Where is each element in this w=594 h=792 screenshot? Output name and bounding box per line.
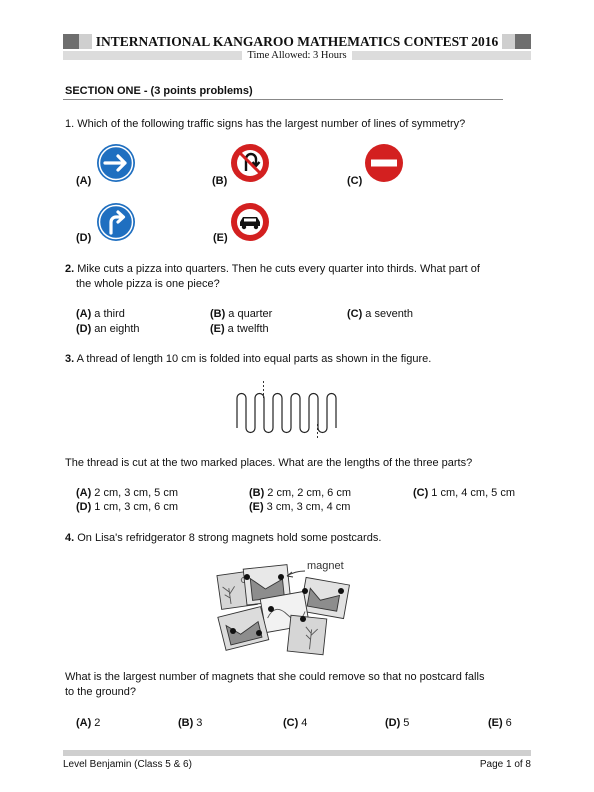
sign-a-arrow-right-icon: [96, 143, 136, 183]
question-4-number: 4.: [65, 532, 75, 544]
question-3-text: [65, 352, 431, 367]
time-allowed: Time Allowed: 3 Hours: [63, 49, 531, 62]
question-1-text: 1. Which of the following traffic signs has the largest number of lines of symmetry?: [65, 118, 466, 130]
q3-option-c: (C) 1 cm, 4 cm, 5 cm: [413, 487, 516, 499]
question-4-line-3: to the ground?: [65, 686, 136, 698]
q3-option-d: (D) 1 cm, 3 cm, 6 cm: [76, 501, 179, 513]
q1-label-e: (E): [213, 232, 228, 244]
header-right-block: [515, 34, 531, 49]
q3-option-a: (A) 2 cm, 3 cm, 5 cm: [76, 487, 179, 499]
footer-band: [63, 750, 531, 756]
question-4-line-1: On Lisa's refridgerator 8 strong magnets hold some postcards.: [77, 532, 382, 544]
contest-title: INTERNATIONAL KANGAROO MATHEMATICS CONTEST 2016: [79, 34, 515, 49]
footer-page-number: Page 1 of 8: [479, 759, 531, 770]
question-4-text: [65, 531, 381, 546]
q2-option-c: (C) a seventh: [347, 308, 413, 320]
postcards-magnets-figure: [215, 557, 355, 657]
header-left-block: [63, 34, 79, 49]
q1-label-b: (B): [212, 175, 228, 187]
sign-b-no-u-turn-icon: [230, 143, 270, 183]
sign-c-no-entry-icon: [364, 143, 404, 183]
folded-thread-figure: [230, 380, 355, 440]
q1-label-d: (D): [76, 232, 92, 244]
footer-level: Level Benjamin (Class 5 & 6): [63, 759, 192, 770]
section-title: SECTION ONE - (3 points problems): [65, 85, 253, 97]
q3-option-e: (E) 3 cm, 3 cm, 4 cm: [249, 501, 351, 513]
question-2-line-2: the whole pizza is one piece?: [76, 278, 220, 290]
q4-option-e: (E) 6: [488, 717, 512, 729]
question-3-number: 3.: [65, 353, 75, 365]
sign-d-turn-right-icon: [96, 202, 136, 242]
section-divider: [63, 99, 503, 100]
q4-option-a: (A) 2: [76, 717, 101, 729]
q4-option-c: (C) 4: [283, 717, 308, 729]
q3-option-b: (B) 2 cm, 2 cm, 6 cm: [249, 487, 352, 499]
q1-label-c: (C): [347, 175, 363, 187]
question-2-line-1: Mike cuts a pizza into quarters. Then he cuts every quarter into thirds. What part of: [77, 263, 480, 275]
q4-option-d: (D) 5: [385, 717, 410, 729]
sign-e-no-cars-icon: [230, 202, 270, 242]
question-3-line-2: The thread is cut at the two marked places. What are the lengths of the three parts?: [65, 457, 473, 469]
q2-option-e: (E) a twelfth: [210, 323, 269, 335]
question-2-text: [65, 262, 480, 277]
q4-option-b: (B) 3: [178, 717, 203, 729]
q2-option-a: (A) a third: [76, 308, 125, 320]
q1-label-a: (A): [76, 175, 92, 187]
question-4-line-2: What is the largest number of magnets that she could remove so that no postcard falls: [65, 671, 485, 683]
question-2-number: 2.: [65, 263, 75, 275]
q2-option-b: (B) a quarter: [210, 308, 273, 320]
question-3-line-1: A thread of length 10 cm is folded into equal parts as shown in the figure.: [76, 353, 432, 365]
q2-option-d: (D) an eighth: [76, 323, 140, 335]
magnet-label: magnet: [307, 560, 344, 572]
